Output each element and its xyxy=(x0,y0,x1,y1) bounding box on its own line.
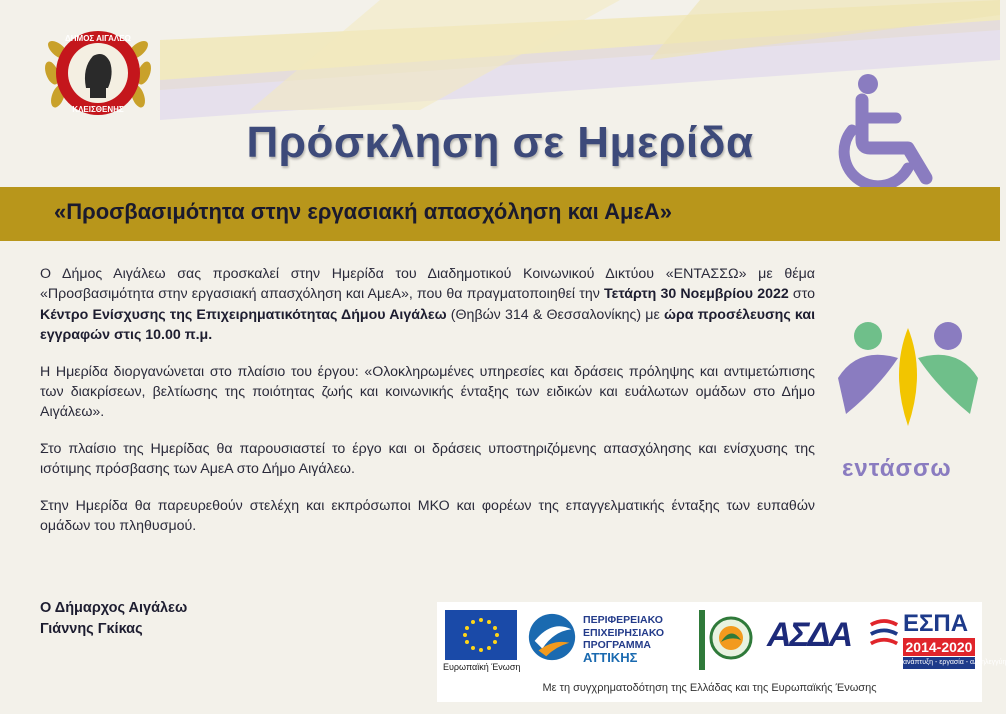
espa-slogan: ανάπτυξη - εργασία - αλληλεγγύη xyxy=(903,657,975,669)
espa-waves-icon xyxy=(869,616,899,656)
paragraph-1 xyxy=(40,264,815,346)
pep-text xyxy=(583,614,664,664)
wheelchair-icon xyxy=(838,70,958,190)
pep-line-3: ΠΡΟΓΡΑΜΜΑ xyxy=(583,639,651,651)
event-place: Κέντρο Ενίσχυσης της Επιχειρηματικότητας Δήμου Αιγάλεω xyxy=(40,306,447,323)
page-title: Πρόσκληση σε Ημερίδα xyxy=(246,118,754,167)
pep-attiki-logo xyxy=(525,610,695,670)
paragraph-2: Η Ημερίδα διοργανώνεται στο πλαίσιο του έργου: «Ολοκληρωμένες υπηρεσίες και δράσεις πρόληψης και αντιμετώπισης των διακρίσεων, βελτίωσης της ποιότητας ζωής και κοινωνικής ένταξης των ειδικών και ευάλωτων ομάδων στο Δήμο Αιγάλεω». xyxy=(40,363,815,421)
cofunding-caption: Με τη συγχρηματοδότηση της Ελλάδας και της Ευρωπαϊκής Ένωσης xyxy=(542,682,877,694)
pep-line-1: ΠΕΡΙΦΕΡΕΙΑΚΟ xyxy=(583,614,663,626)
subtitle-band xyxy=(0,187,1000,241)
entasso-label: εντάσσω xyxy=(842,455,952,482)
seal-bottom-text: ΚΛΕΙΣΘΕΝΗΣ xyxy=(72,105,124,114)
subtitle-text: «Προσβασιμότητα στην εργασιακή απασχόληση και ΑμεΑ» xyxy=(54,199,672,224)
sponsor-logos-bar xyxy=(437,602,1006,702)
espa-logo xyxy=(869,610,1006,672)
event-time: ώρα προσέλευσης και εγγραφών στις 10.00 π.μ. xyxy=(40,306,816,344)
pep-swirl-icon xyxy=(525,610,579,664)
signature-block xyxy=(40,598,187,640)
pep-line-2: ΕΠΙΧΕΙΡΗΣΙΑΚΟ xyxy=(583,626,665,639)
paragraph-3: Στο πλαίσιο της Ημερίδας θα παρουσιαστεί το έργο και οι δράσεις υποστηριζόμενης απασχόλησης και ενίσχυσης της ισότιμης πρόσβασης των ΑμεΑ στο Δήμο Αιγάλεω. xyxy=(40,440,815,478)
adsa-logo xyxy=(767,616,865,672)
eu-flag-icon xyxy=(445,610,517,660)
seal-top-text: ΔΗΜΟΣ ΑΙΓΑΛΕΩ xyxy=(65,34,131,43)
event-date: Τετάρτη 30 Νοεμβρίου 2022 xyxy=(603,286,789,303)
p1-connector: στο xyxy=(788,286,815,303)
espa-title: ΕΣΠΑ xyxy=(903,610,969,637)
signature-role: Ο Δήμαρχος Αιγάλεω xyxy=(40,600,188,616)
invitation-body xyxy=(40,264,815,552)
p1-intro: Ο Δήμος Αιγάλεω σας προσκαλεί στην Ημερίδα του Διαδημοτικού Κοινωνικού Δικτύου «ΕΝΤΑΣΣΩ» με θέμα «Προσβασιμότητα στην εργασιακή απασχόληση και ΑμεΑ», που θα πραγματοποιηθεί την xyxy=(40,266,815,303)
region-attica-logo-icon xyxy=(699,610,761,670)
entasso-logo-icon xyxy=(838,318,978,428)
signature-name: Γιάννης Γκίκας xyxy=(40,621,143,637)
espa-years: 2014-2020 xyxy=(903,638,975,656)
adsa-text: ΑΣΔΑ xyxy=(767,616,852,654)
municipality-seal-icon xyxy=(38,18,158,128)
pep-line-4: ΑΤΤΙΚΗΣ xyxy=(583,649,638,665)
eu-label: Ευρωπαϊκή Ένωση xyxy=(443,662,521,672)
paragraph-4: Στην Ημερίδα θα παρευρεθούν στελέχη και εκπρόσωποι ΜΚΟ και φορέων της επαγγελματικής ένταξης των ευπαθών ομάδων του πληθυσμού. xyxy=(40,497,815,535)
p1-address: (Θηβών 314 & Θεσσαλονίκης) με xyxy=(446,306,664,323)
